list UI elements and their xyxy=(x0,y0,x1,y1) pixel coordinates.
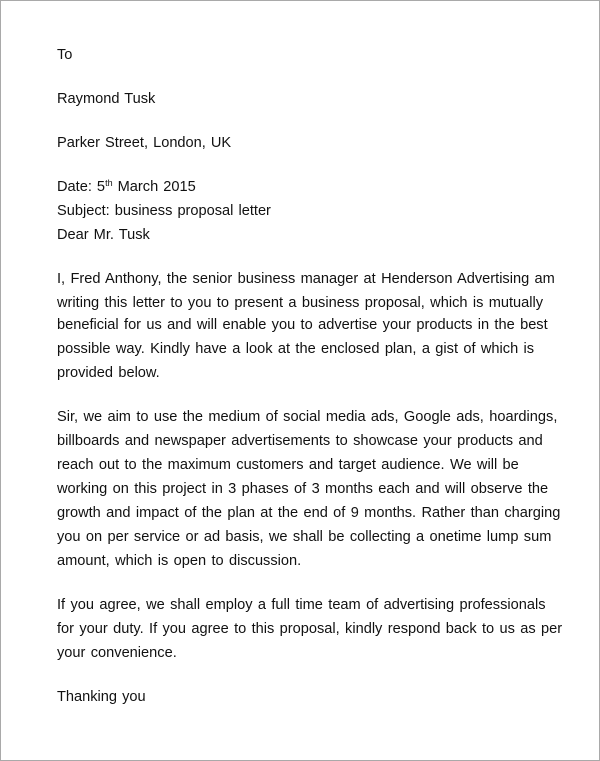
paragraph-line: for your duty. If you agree to this proposal, kindly respond back to us as per xyxy=(57,621,563,637)
paragraph-line: beneficial for us and will enable you to advertise your products in the best xyxy=(57,317,548,333)
subject-line: Subject: business proposal letter xyxy=(57,203,271,219)
paragraph-line: amount, which is open to discussion. xyxy=(57,553,302,569)
paragraph-line: If you agree, we shall employ a full time team of advertising professionals xyxy=(57,597,546,613)
salutation: Dear Mr. Tusk xyxy=(57,227,150,243)
paragraph-line: I, Fred Anthony, the senior business manager at Henderson Advertising am xyxy=(57,271,555,287)
paragraph-line: you on per service or ad basis, we shall be collecting a onetime lump sum xyxy=(57,529,552,545)
paragraph-line: growth and impact of the plan at the end of 9 months. Rather than charging xyxy=(57,505,561,521)
recipient-address: Parker Street, London, UK xyxy=(57,135,232,151)
recipient-name: Raymond Tusk xyxy=(57,91,156,107)
paragraph-line: writing this letter to you to present a business proposal, which is mutually xyxy=(57,295,544,311)
date-ordinal-suffix: th xyxy=(105,178,113,188)
closing: Thanking you xyxy=(57,689,146,705)
date-label: Date: 5 xyxy=(57,179,106,195)
paragraph-line: reach out to the maximum customers and target audience. We will be xyxy=(57,457,519,473)
paragraph-line: your convenience. xyxy=(57,645,177,661)
paragraph-line: billboards and newspaper advertisements to showcase your products and xyxy=(57,433,543,449)
to-label: To xyxy=(57,47,73,63)
paragraph-line: provided below. xyxy=(57,365,160,381)
paragraph-line: possible way. Kindly have a look at the enclosed plan, a gist of which is xyxy=(57,341,535,357)
date-rest: March 2015 xyxy=(112,179,196,195)
date-line xyxy=(57,178,196,197)
paragraph-line: working on this project in 3 phases of 3 months each and will observe the xyxy=(57,481,549,497)
paragraph-line: Sir, we aim to use the medium of social media ads, Google ads, hoardings, xyxy=(57,409,558,425)
